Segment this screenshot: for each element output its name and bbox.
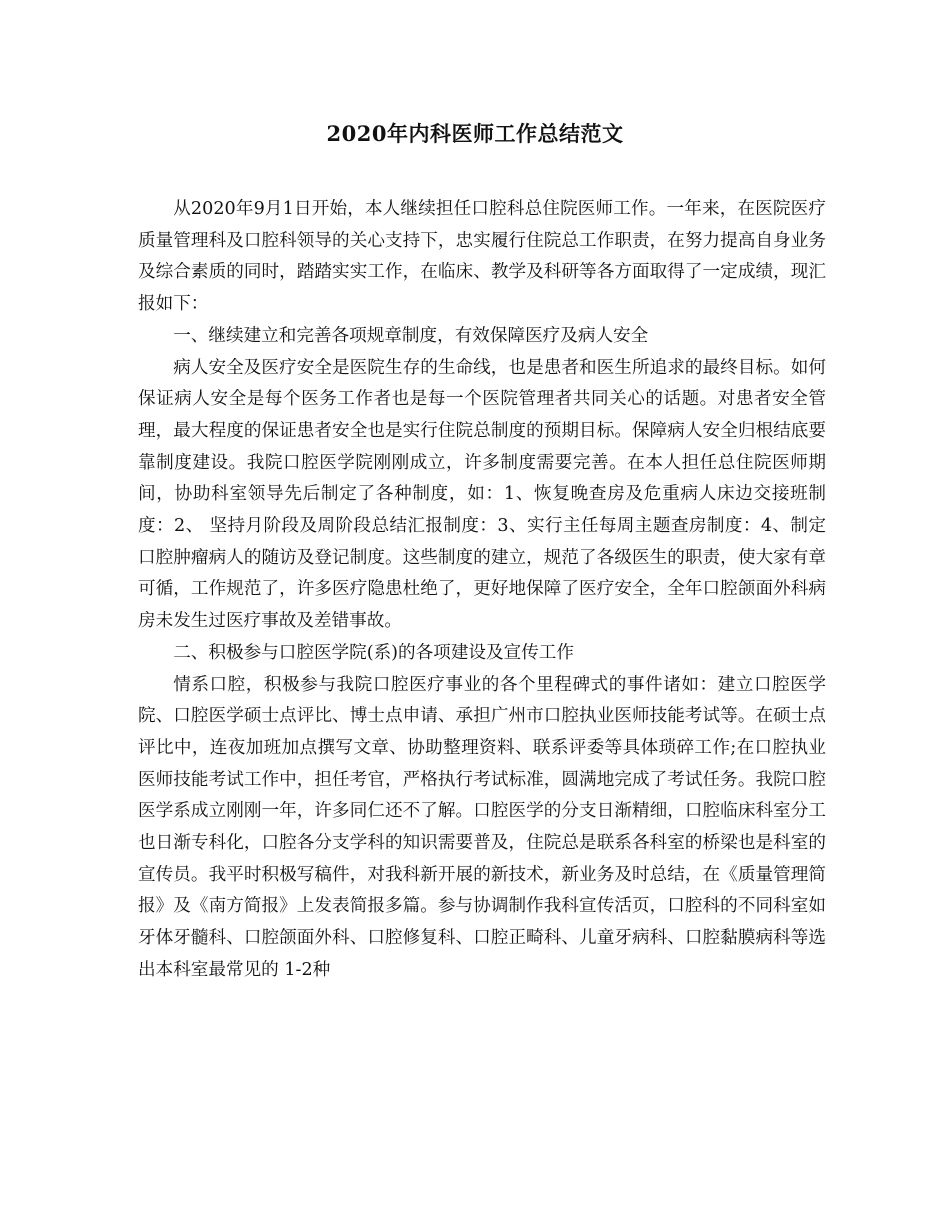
document-title: 2020年内科医师工作总结范文 [326, 121, 624, 146]
document-body [138, 194, 826, 987]
section-2-paragraph: 情系口腔，积极参与我院口腔医疗事业的各个里程碑式的事件诸如：建立口腔医学院、口腔医学硕士点评比、博士点申请、承担广州市口腔执业医师技能考试等。在硕士点评比中，连夜加班加点撰写文章、协助整理资料、联系评委等具体琐碎工作;在口腔执业医师技能考试工作中，担任考官，严格执行考试标准，圆满地完成了考试任务。我院口腔医学系成立刚刚一年，许多同仁还不了解。口腔医学的分支日渐精细，口腔临床科室分工也日渐专科化，口腔各分支学科的知识需要普及，住院总是联系各科室的桥梁也是科室的宣传员。我平时积极写稿件，对我科新开展的新技术，新业务及时总结，在《质量管理简报》及《南方简报》上发表简报多篇。参与协调制作我科宣传活页，口腔科的不同科室如牙体牙髓科、口腔颌面外科、口腔修复科、口腔正畸科、儿童牙病科、口腔黏膜病科等选出本科室最常见的 1-2种 [138, 674, 826, 980]
intro-paragraph: 从2020年9月1日开始，本人继续担任口腔科总住院医师工作。一年来，在医院医疗质量管理科及口腔科领导的关心支持下，忠实履行住院总工作职责，在努力提高自身业务及综合素质的同时，踏踏实实工作，在临床、教学及科研等各方面取得了一定成绩，现汇报如下： [138, 199, 826, 315]
section-heading-1: 一、继续建立和完善各项规章制度，有效保障医疗及病人安全 [173, 325, 649, 346]
section-1-paragraph: 病人安全及医疗安全是医院生存的生命线，也是患者和医生所追求的最终目标。如何保证病人安全是每个医务工作者也是每一个医院管理者共同关心的话题。对患者安全管理，最大程度的保证患者安全也是实行住院总制度的预期目标。保障病人安全归根结底要靠制度建设。我院口腔医学院刚刚成立，许多制度需要完善。在本人担任总住院医师期间，协助科室领导先后制定了各种制度，如：1、恢复晚查房及危重病人床边交接班制度：2、 坚持月阶段及周阶段总结汇报制度：3、实行主任每周主题查房制度：4、制定口腔肿瘤病人的随访及登记制度。这些制度的建立，规范了各级医生的职责，使大家有章可循，工作规范了，许多医疗隐患杜绝了，更好地保障了医疗安全，全年口腔颌面外科病房未发生过医疗事故及差错事故。 [138, 357, 826, 632]
section-heading-2: 二、积极参与口腔医学院(系)的各项建设及宣传工作 [173, 642, 574, 663]
